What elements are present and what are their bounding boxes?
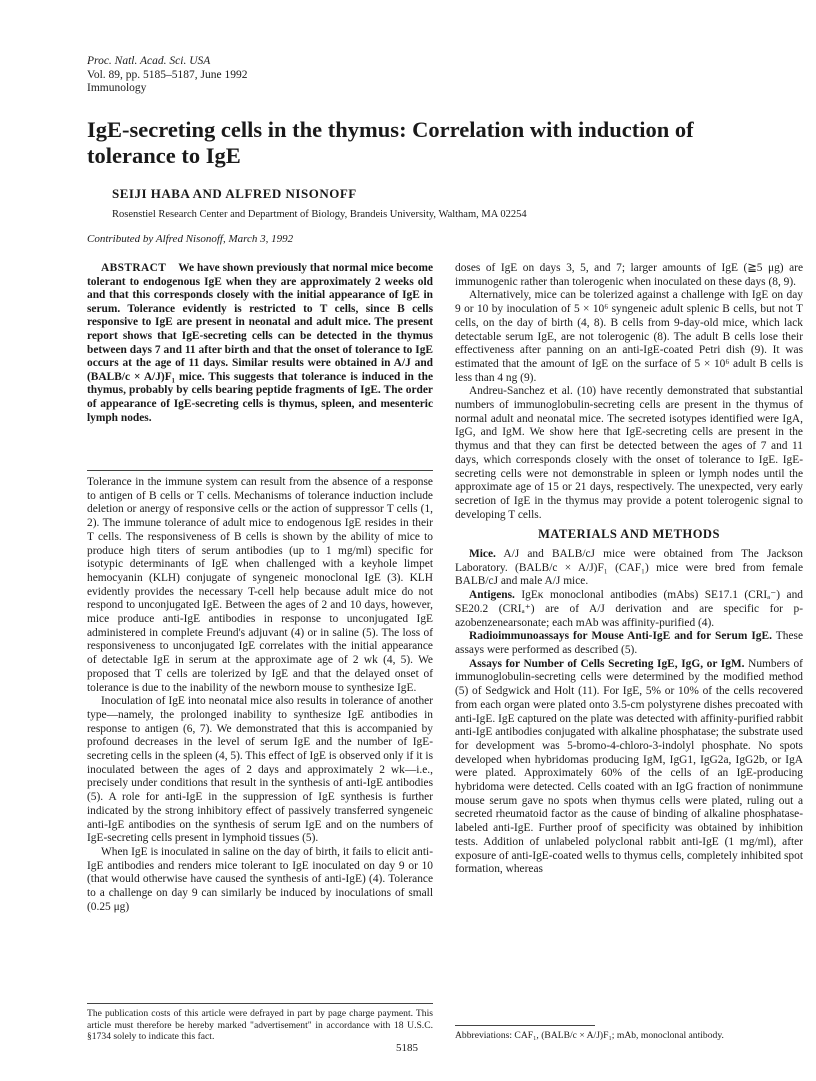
methods-antigens xyxy=(455,589,803,630)
abbreviations-footnote: Abbreviations: CAF₁, (BALB/c × A/J)F₁; mAb, monoclonal antibody. xyxy=(455,1030,724,1041)
run-in-heading: Assays for Number of Cells Secreting IgE, IgG, or IgM. xyxy=(469,657,745,670)
methods-assays xyxy=(455,658,803,877)
paragraph: Tolerance in the immune system can result from the absence of a response to antigen of B cells or T cells. Mechanisms of tolerance induction include deletion or anergy of responsive cells or the action of suppressor T cells (1, 2). The immune tolerance of adult mice to endogenous IgE resides in their T cells. The responsiveness of B cells is shown by the ability of mice to produce high titers of serum antibodies (up to 1 mg/ml) specific for isotypic determinants of IgE when challenged with a keyhole limpet hemocyanin (KLH) conjugate of syngeneic monoclonal IgE (3). KLH evidently provides the necessary T-cell help because adult mice do not respond to unconjugated IgE. Between the ages of 2 and 10 days, however, mice produce anti-IgE antibodies in response to unconjugated IgE administered in complete Freund's adjuvant (4) or in saline (5). The loss of responsiveness to unconjugated IgE correlates with the initial appearance of detectable IgE in serum at the approximate age of 2 wk (4, 5). We proposed that T cells are tolerized by IgE and that the delayed onset of tolerance is due to the inability of the newborn mouse to synthesize IgE. xyxy=(87,476,433,694)
contributed-by: Contributed by Alfred Nisonoff, March 3, 1992 xyxy=(87,233,294,245)
methods-text: These assays were performed as described (5). xyxy=(455,630,803,656)
right-column xyxy=(455,262,803,877)
methods-text: Numbers of immunoglobulin-secreting cells were determined by the modified method (5) of Sedgwick and Holt (11). For IgE, 5% or 10% of the cells recovered from each organ were plated onto 3.5-cm polystyrene dishes precoated with anti-IgE. IgE captured on the plate was detected with affinity-purified rabbit anti-IgE antibodies conjugated with alkaline phosphatase; the substrate used for development was 5-bromo-4-chloro-3-indolyl phosphate. No spots developed when hybridomas producing IgM, IgG1, IgG2a, IgG2b, or IgA were plated. Approximately 60% of the cells of an IgE-producing hybridoma were detected. Cells coated with an IgG fraction of nonimmune mouse serum gave no spots when thymus cells were plated, ruling out a secreted rheumatoid factor as the cause of binding of alkaline phosphatase-labeled anti-IgE. Further proof of specificity was obtained by inhibition tests. Addition of unlabeled polyclonal rabbit anti-IgE (1 mg/ml), after exposure of anti-IgE-coated wells to thymus cells, completely inhibited spot formation, whereas xyxy=(455,657,803,876)
author-list: SEIJI HABA AND ALFRED NISONOFF xyxy=(112,186,357,201)
run-in-heading: Radioimmunoassays for Mouse Anti-IgE and for Serum IgE. xyxy=(469,630,772,643)
introduction xyxy=(87,476,433,915)
volume-line: Vol. 89, pp. 5185–5187, June 1992 xyxy=(87,68,248,81)
page-number: 5185 xyxy=(396,1042,418,1054)
methods-text: IgEκ monoclonal antibodies (mAbs) SE17.1 (CRIₐ⁻) and SE20.2 (CRIₐ⁺) are of A/J derivation and are specific for p-azobenzenearsonate; each mAb was affinity-purified (4). xyxy=(455,589,803,629)
run-in-heading: Mice. xyxy=(469,548,496,561)
publication-footnote: The publication costs of this article were defrayed in part by page charge payment. This article must therefore be hereby marked "advertisement" in accordance with 18 U.S.C. §1734 solely to indicate this fact. xyxy=(87,1008,433,1042)
abstract-divider xyxy=(87,470,433,471)
paragraph: Inoculation of IgE into neonatal mice also results in tolerance of another type—namely, the prolonged inability to synthesize IgE antibodies in response to antigen (6, 7). We demonstrated that this is accompanied by profound decreases in the level of serum IgE and the number of IgE-secreting cells in the spleen (4, 5). This effect of IgE is observed only if it is inoculated between the ages of 2 days and approximately 2 wk—i.e., precisely under conditions that result in the synthesis of anti-IgE antibodies (5). A role for anti-IgE in the suppression of IgE synthesis is further indicated by the strong inhibitory effect of passively transferred syngeneic anti-IgE antibodies on the synthesis of serum IgE and on the numbers of IgE-secreting cells present in lymphoid tissues (5). xyxy=(87,695,433,845)
footnote-divider xyxy=(87,1003,433,1004)
paragraph: When IgE is inoculated in saline on the day of birth, it fails to elicit anti-IgE antibodies and renders mice tolerant to IgE inoculated on day 9 or 10 (that would otherwise have caused the synthesis of anti-IgE) (4). Tolerance to a challenge on day 9 can similarly be induced by inoculations of small (0.25 μg) xyxy=(87,845,433,913)
affiliation: Rosenstiel Research Center and Department of Biology, Brandeis University, Waltham, MA 02254 xyxy=(112,209,527,220)
abstract-text: We have shown previously that normal mice become tolerant to endogenous IgE when they are approximately 2 weeks old and that this corresponds closely with the initial appearance of IgE in serum. Tolerance evidently is restricted to T cells, since B cells responsive to IgE are present in neonatal and adult mice. The present report shows that IgE-secreting cells can be detected in the thymus between days 7 and 11 after birth and that the onset of tolerance to IgE occurs at the age of 11 days. Similar results were obtained in A/J and (BALB/c × A/J)F₁ mice. This suggests that tolerance is induced in the thymus, probably by cells bearing peptide fragments of IgE. The order of appearance of IgE-secreting cells is thymus, spleen, and mesenteric lymph nodes. xyxy=(87,262,433,424)
abstract-label: ABSTRACT xyxy=(101,262,167,274)
section-heading-methods: MATERIALS AND METHODS xyxy=(538,527,720,542)
methods-text: A/J and BALB/cJ mice were obtained from The Jackson Laboratory. (BALB/c × A/J)F₁ (CAF₁) mice were bred from female BALB/cJ and male A/J mice. xyxy=(455,548,804,588)
journal-name: Proc. Natl. Acad. Sci. USA xyxy=(87,55,211,67)
section-name: Immunology xyxy=(87,82,147,94)
paragraph: Andreu-Sanchez et al. (10) have recently demonstrated that substantial numbers of immunoglobulin-secreting cells are present in the thymus of normal adult and neonatal mice. The secreted isotypes identified were IgA, IgG, and IgM. We show here that IgE-secreting cells are present in the thymus and that they can first be detected between the ages of 7 and 11 days, which corresponds closely with the onset of tolerance to IgE. IgE-secreting cells were not demonstrable in spleen or lymph nodes until the approximate age of 15 or 21 days, respectively. The unexpected, very early secretion of IgE in the thymus may provide a potent tolerogenic signal to developing T cells. xyxy=(455,385,803,521)
paragraph: doses of IgE on days 3, 5, and 7; larger amounts of IgE (≧5 μg) are immunogenic rather than tolerogenic when inoculated on these days (8, 9). xyxy=(455,262,803,288)
paragraph: Alternatively, mice can be tolerized against a challenge with IgE on day 9 or 10 by inoculation of 5 × 10⁶ syngeneic adult splenic B cells, but not T cells, on the day of birth (4, 8). B cells from 9-day-old mice, which lack detectable serum IgE, are not tolerogenic (8). The adult B cells lose their effectiveness after panning on an anti-IgE-coated Petri dish (9). It was estimated that the amount of IgE on the surface of 5 × 10⁶ adult B cells is less than 4 ng (9). xyxy=(455,289,803,384)
run-in-heading: Antigens. xyxy=(469,589,515,602)
article-title: IgE-secreting cells in the thymus: Correlation with induction of tolerance to IgE xyxy=(87,117,694,168)
methods-mice xyxy=(455,548,803,589)
abstract xyxy=(87,262,433,425)
running-head xyxy=(87,55,247,96)
abbreviations-divider xyxy=(455,1025,595,1026)
methods-ria xyxy=(455,630,803,657)
